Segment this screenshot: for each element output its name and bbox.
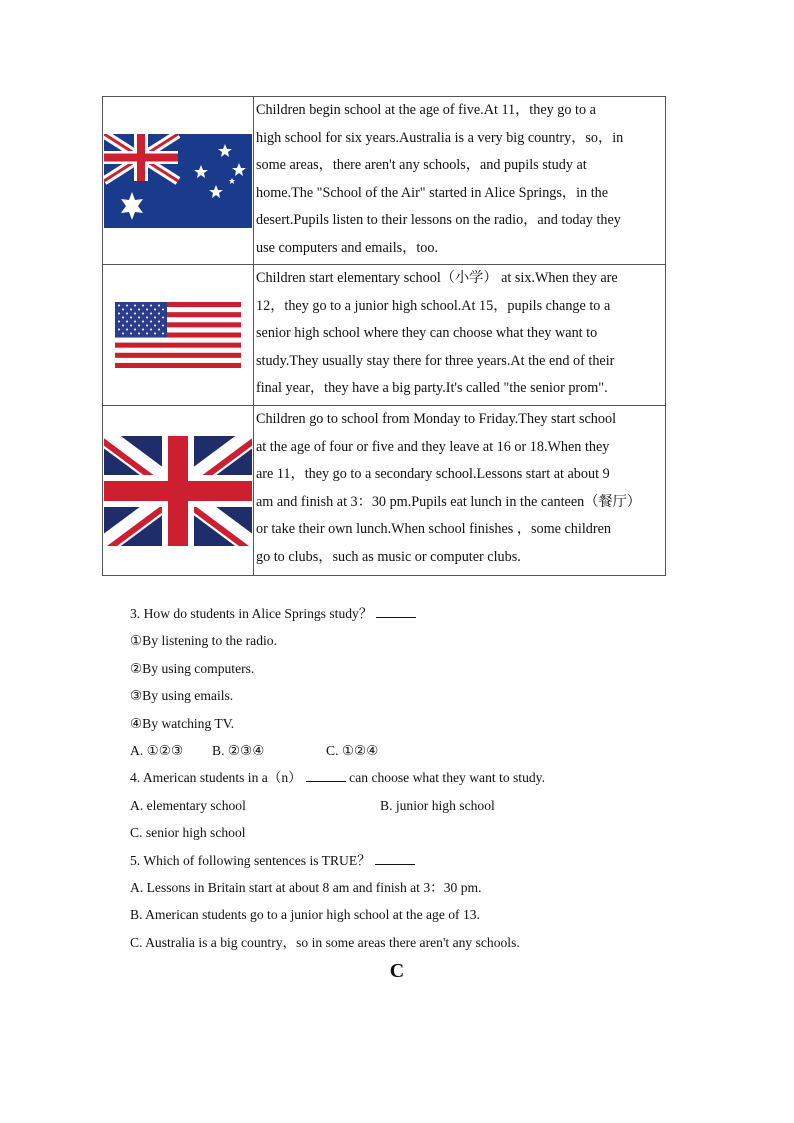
answer-blank[interactable] <box>375 852 415 865</box>
option-c[interactable]: C. senior high school <box>130 825 246 841</box>
question-5 <box>130 847 690 874</box>
passage-line: high school for six years.Australia is a very big country，so，in <box>256 129 624 146</box>
flag-cell <box>103 97 254 265</box>
passage-line: Children go to school from Monday to Friday.They start school <box>256 411 617 427</box>
passage-line: study.They usually stay there for three years.At the end of their <box>256 352 615 369</box>
passage-australia <box>254 97 666 265</box>
usa-flag <box>115 302 241 368</box>
option-a[interactable]: A. ①②③ <box>130 742 184 758</box>
passage-line: desert.Pupils listen to their lessons on the radio，and today they <box>256 212 621 229</box>
question-stem: 3. How do students in Alice Springs study？ <box>130 606 373 621</box>
flag-cell <box>103 265 254 406</box>
question-stem: 4. American students in a（n） <box>130 770 302 786</box>
passage-line: 12，they go to a junior high school.At 15，pupils change to a <box>256 297 611 314</box>
table-row <box>103 97 666 265</box>
question-4 <box>130 764 690 791</box>
section-label: C <box>389 960 405 982</box>
option-a[interactable]: A. Lessons in Britain start at about 8 am and finish at 3：30 pm. <box>130 879 482 895</box>
options-row <box>130 792 690 819</box>
option-a[interactable]: A. elementary school <box>130 797 246 813</box>
option-b[interactable]: B. American students go to a junior high school at the age of 13. <box>130 907 480 923</box>
country-table <box>102 96 666 576</box>
table-row <box>103 406 666 576</box>
question-stem-after: can choose what they want to study. <box>345 770 545 786</box>
uk-flag <box>104 436 252 546</box>
passage-line: go to clubs，such as music or computer clubs. <box>256 548 521 565</box>
option-c[interactable]: C. Australia is a big country，so in some areas there aren't any schools. <box>130 934 520 950</box>
passage-line: some areas，there aren't any schools，and pupils study at <box>256 157 587 174</box>
passage-line: Children begin school at the age of five.At 11，they go to a <box>256 102 596 118</box>
passage-line: Children start elementary school（小学） at six.When they are <box>256 270 618 286</box>
statement-item: ①By listening to the radio. <box>130 633 277 649</box>
passage-line: am and finish at 3：30 pm.Pupils eat lunch in the canteen（餐厅） <box>256 493 641 510</box>
option-c[interactable]: C. ①②④ <box>326 742 379 758</box>
passage-line: are 11，they go to a secondary school.Lessons start at about 9 <box>256 466 610 483</box>
australia-flag <box>104 134 252 228</box>
answer-blank[interactable] <box>306 769 346 782</box>
passage-uk <box>254 406 666 576</box>
passage-line: at the age of four or five and they leave at 16 or 18.When they <box>256 438 610 455</box>
statement-item: ③By using emails. <box>130 688 234 704</box>
passage-line: final year，they have a big party.It's called "the senior prom". <box>256 380 608 397</box>
flag-cell <box>103 406 254 576</box>
questions-section <box>130 600 690 956</box>
question-3 <box>130 600 690 627</box>
passage-line: use computers and emails，too. <box>256 239 439 256</box>
passage-line: home.The "School of the Air" started in Alice Springs，in the <box>256 184 609 201</box>
statement-item: ②By using computers. <box>130 660 255 676</box>
passage-line: or take their own lunch.When school finishes ，some children <box>256 521 611 538</box>
question-stem: 5. Which of following sentences is TRUE？ <box>130 852 371 868</box>
passage-line: senior high school where they can choose what they want to <box>256 325 598 342</box>
options-row <box>130 737 690 764</box>
option-b[interactable]: B. junior high school <box>380 797 495 813</box>
answer-blank[interactable] <box>376 605 416 618</box>
option-b[interactable]: B. ②③④ <box>212 742 265 758</box>
table-row <box>103 265 666 406</box>
statement-item: ④By watching TV. <box>130 715 235 731</box>
passage-usa <box>254 265 666 406</box>
